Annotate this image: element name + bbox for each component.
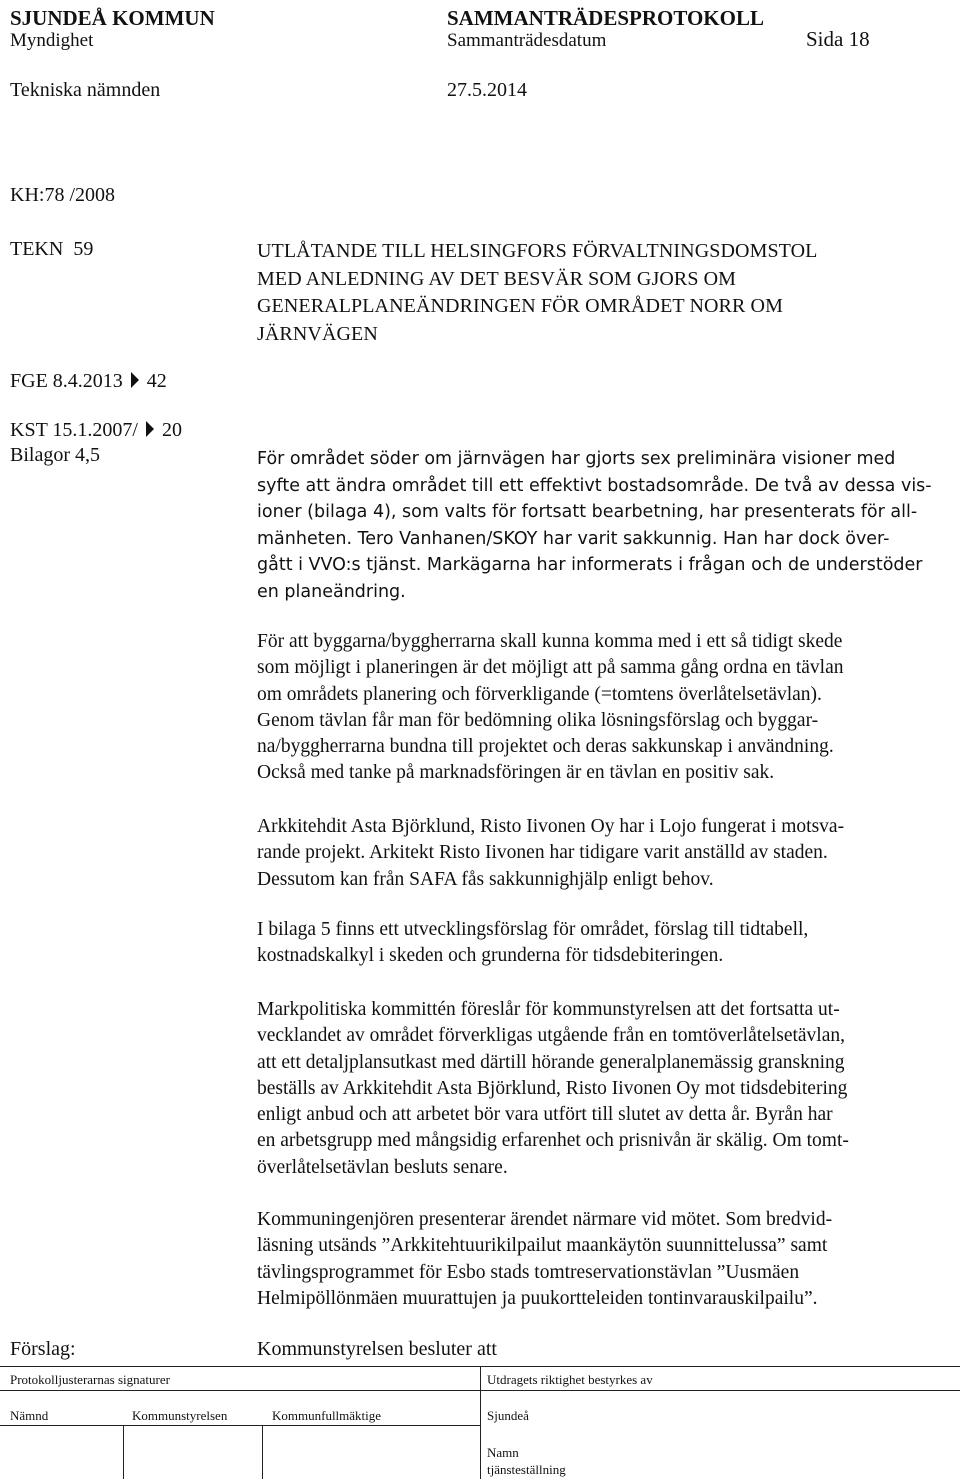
text-line: att ett detaljplansutkast med därtill hörande generalplanemässig granskning: [257, 1051, 845, 1073]
kst-prefix: KST 15.1.2007/: [10, 419, 138, 441]
agenda-title: [257, 238, 937, 349]
paragraph-competition: [257, 629, 937, 787]
text-line: Markpolitiska kommittén föreslår för kommunstyrelsen att det fortsatta ut-: [257, 999, 840, 1020]
text-line: en arbetsgrupp med mångsidig erfarenhet och prisnivån är skälig. Om tomt-: [257, 1130, 849, 1152]
signature-col-council: Kommunfullmäktige: [272, 1408, 382, 1423]
proposal-text: Kommunstyrelsen besluter att: [257, 1338, 497, 1360]
meeting-date: 27.5.2014: [447, 79, 527, 101]
authority-name: Tekniska nämnden: [10, 79, 161, 101]
text-line: ioner (bilaga 4), som valts för fortsatt bearbetning, har presenterats för all-: [257, 502, 918, 522]
kh-reference: KH:78 /2008: [10, 184, 115, 206]
municipality-name: SJUNDEÅ KOMMUN: [10, 6, 215, 30]
fge-prefix: FGE 8.4.2013: [10, 370, 123, 392]
text-line: Också med tanke på marknadsföringen är en tävlan en positiv sak.: [257, 762, 775, 784]
text-line: rande projekt. Arkitekt Risto Iivonen har tidigare varit anställd av staden.: [257, 842, 828, 864]
signature-col-board: Nämnd: [10, 1408, 49, 1423]
text-line: För att byggarna/byggherrarna skall kunna komma med i ett så tidigt skede: [257, 631, 843, 652]
paragraph-visions: [257, 446, 937, 605]
meeting-date-label: Sammanträdesdatum: [447, 30, 607, 51]
section-sign-icon: [128, 371, 142, 389]
fge-reference: [10, 370, 167, 393]
text-line: kostnadskalkyl i skeden och grunderna för tidsdebiteringen.: [257, 945, 724, 967]
paragraph-architects: [257, 814, 937, 893]
signature-footer: [0, 1366, 960, 1479]
text-line: som möjligt i planeringen är det möjligt att på samma gång ordna en tävlan: [257, 657, 844, 679]
signatures-label: Protokolljusterarnas signaturer: [10, 1372, 170, 1387]
text-line: överlåtelsetävlan besluts senare.: [257, 1156, 508, 1178]
text-line: enligt anbud och att arbetet bör vara utfört till slutet av detta år. Byrån har: [257, 1104, 833, 1126]
divider: [123, 1425, 124, 1479]
paragraph-committee-proposal: [257, 997, 937, 1181]
text-line: beställs av Arkkitehdit Asta Björklund, Risto Iivonen Oy mot tidsdebitering: [257, 1077, 848, 1099]
title-line: UTLÅTANDE TILL HELSINGFORS FÖRVALTNINGSDOMSTOL: [257, 240, 818, 262]
divider: [0, 1425, 480, 1426]
document-type: SAMMANTRÄDESPROTOKOLL: [447, 6, 764, 30]
divider: [480, 1367, 481, 1479]
position-label: tjänsteställning: [487, 1462, 566, 1477]
text-line: gått i VVO:s tjänst. Markägarna har informerats i frågan och de understöder: [257, 555, 923, 575]
divider: [262, 1425, 263, 1479]
text-line: Genom tävlan får man för bedömning olika lösningsförslag och byggar-: [257, 709, 819, 731]
text-line: Dessutom kan från SAFA fås sakkunnighjälp enligt behov.: [257, 868, 714, 890]
text-line: mänheten. Tero Vanhanen/SKOY har varit sakkunnig. Han har dock över-: [257, 528, 890, 549]
section-sign-icon: [143, 420, 157, 438]
kst-reference: [10, 419, 182, 442]
title-line: GENERALPLANEÄNDRINGEN FÖR OMRÅDET NORR OM: [257, 295, 783, 318]
title-line: JÄRNVÄGEN: [257, 323, 378, 346]
text-line: vecklandet av området förverkligas utgående från en tomtöverlåtelsetävlan,: [257, 1025, 845, 1047]
attachments-label: Bilagor 4,5: [10, 444, 100, 466]
paragraph-attachment-5: [257, 917, 937, 970]
certified-label: Utdragets riktighet bestyrkes av: [487, 1372, 653, 1387]
title-line: MED ANLEDNING AV DET BESVÄR SOM GJORS OM: [257, 267, 737, 290]
text-line: syfte att ändra området till ett effektivt bostadsområde. De två av dessa vis-: [257, 475, 932, 496]
text-line: Kommuningenjören presenterar ärendet närmare vid mötet. Som bredvid-: [257, 1209, 833, 1230]
text-line: om områdets planering och förverkligande (=tomtens överlåtelsetävlan).: [257, 683, 822, 705]
page-number: Sida 18: [806, 27, 870, 51]
text-line: läsning utsänds ”Arkkitehtuurikilpailut maankäytön suunnittelussa” samt: [257, 1235, 828, 1257]
text-line: tävlingsprogrammet för Esbo stads tomtreservationstävlan ”Uusmäen: [257, 1261, 800, 1283]
certified-municipality: Sjundeå: [487, 1408, 529, 1423]
text-line: Helmipöllönmäen muurattujen ja puukortteleiden tontinvarauskilpailu”.: [257, 1287, 818, 1309]
text-line: en planeändring.: [257, 581, 406, 602]
paragraph-engineer: [257, 1207, 937, 1312]
text-line: I bilaga 5 finns ett utvecklingsförslag för området, förslag till tidtabell,: [257, 919, 809, 940]
proposal-label: Förslag:: [10, 1338, 76, 1360]
signature-col-municipal-board: Kommunstyrelsen: [132, 1408, 228, 1423]
name-label: Namn: [487, 1445, 519, 1460]
authority-label: Myndighet: [10, 30, 94, 51]
text-line: Arkkitehdit Asta Björklund, Risto Iivonen Oy har i Lojo fungerat i motsva-: [257, 816, 845, 837]
fge-number: 42: [146, 370, 167, 392]
tekn-reference: TEKN 59: [10, 238, 94, 260]
kst-number: 20: [161, 419, 182, 441]
text-line: För området söder om järnvägen har gjorts sex preliminära visioner med: [257, 449, 896, 469]
text-line: na/byggherrarna bundna till projektet och deras sakkunskap i användning.: [257, 736, 834, 758]
